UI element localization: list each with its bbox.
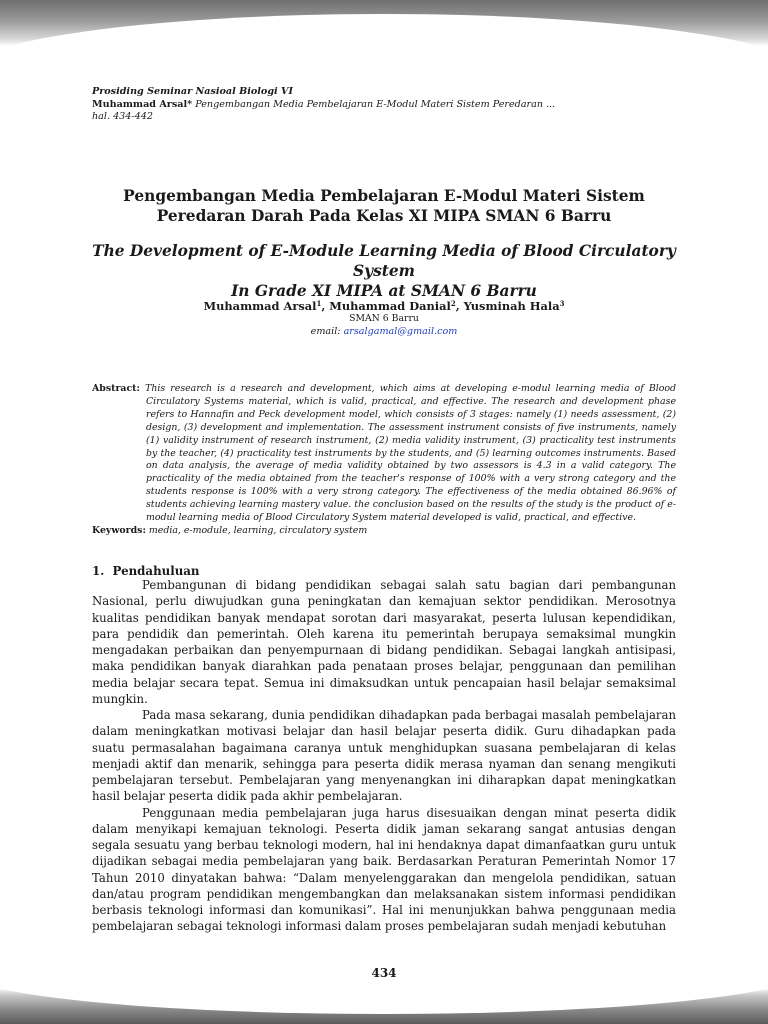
keywords-label: Keywords: [92, 525, 146, 536]
title-english [92, 241, 676, 301]
email-line [92, 325, 676, 338]
page-range: hal. 434-442 [92, 111, 153, 122]
email-label: email: [310, 326, 344, 337]
section-title: Pendahuluan [112, 564, 200, 578]
abstract-text: This research is a research and development, which aims at developing e-modul learning media of Blood Circulatory Systems material, which is valid, practical, and effective. The research and development phase refers to Hannafin and Peck development model, which consists of 3 stages: namely (1) needs assessment, (2) design, (3) development and implementation. The assessment instrument consists of five instruments, namely (1) validity instrument of research instrument, (2) media validity instrument, (3) practicality test instruments by the teacher, (4) practicality test instruments by the students, and (5) learning outcomes instruments. Based on data analysis, the average of media validity obtained by two assessors is 4.3 in a valid category. The practicality of the media obtained from the teacher's response of 100% with a very strong category and the students response is 100% with a very strong category. The effectiveness of the media obtained 86.96% of students achieving learning mastery value. the conclusion based on the results of the study is the product of e-modul learning media of Blood Circulatory System material developed is valid, practical, and effective. [145, 383, 676, 524]
running-header [92, 86, 676, 124]
title-indonesian-line1: Pengembangan Media Pembelajaran E-Modul Materi Sistem [123, 187, 645, 205]
affiliation: SMAN 6 Barru [349, 313, 419, 324]
email-link[interactable]: arsalgamal@gmail.com [343, 326, 458, 337]
abstract [92, 383, 676, 525]
author-3-affil: 3 [559, 299, 565, 308]
running-title: Pengembangan Media Pembelajaran E-Modul Materi Sistem Peredaran ... [192, 98, 556, 110]
header-author: Muhammad Arsal* [92, 98, 193, 110]
author-2-affil: 2 [450, 299, 456, 308]
author-1: Muhammad Arsal [203, 299, 317, 313]
proceedings-name: Prosiding Seminar Nasioal Biologi VI [92, 86, 293, 97]
paragraph: Pada masa sekarang, dunia pendidikan dihadapkan pada berbagai masalah pembelajaran dalam meningkatkan motivasi belajar dan hasil belajar peserta didik. Guru dihadapkan pada suatu permasalahan bagaimana caranya untuk menghidupkan suasana pembelajaran di kelas menjadi aktif dan menarik, sehingga para peserta didik merasa nyaman dan senang mengikuti pembelajaran tersebut. Pembelajaran yang menyenangkan ini diharapkan dapat meningkatkan hasil belajar peserta didik pada akhir pembelajaran. [92, 708, 676, 804]
author-list [92, 297, 676, 313]
page-number: 434 [371, 966, 397, 980]
keywords-text: media, e-module, learning, circulatory system [145, 525, 368, 536]
title-english-line1: The Development of E-Module Learning Media of Blood Circulatory System [92, 242, 676, 280]
title-indonesian-line2: Peredaran Darah Pada Kelas XI MIPA SMAN 6 Barru [156, 207, 612, 225]
body-text [92, 577, 676, 935]
author-3: , Yusminah Hala [455, 299, 560, 313]
abstract-label: Abstract: [92, 383, 140, 394]
paragraph: Penggunaan media pembelajaran juga harus disesuaikan dengan minat peserta didik dalam menyikapi kemajuan teknologi. Peserta didik jaman sekarang sangat antusias dengan segala sesuatu yang berbau teknologi modern, hal ini hendaknya dapat dimanfaatkan guru untuk dijadikan sebagai media pembelajaran yang baik. Berdasarkan Peraturan Pemerintah Nomor 17 Tahun 2010 dinyatakan bahwa: “Dalam menyelenggarakan dan mengelola pendidikan, satuan dan/atau program pendidikan mengembangkan dan melaksanakan sistem informasi pendidikan berbasis teknologi informasi dan komunikasi”. Hal ini menunjukkan bahwa penggunaan media pembelajaran sebagai teknologi informasi dalam proses pembelajaran sudah menjadi kebutuhan [92, 805, 676, 934]
author-2: , Muhammad Danial [321, 299, 451, 313]
section-number: 1. [92, 564, 105, 578]
abstract-body [92, 383, 676, 525]
paragraph: Pembangunan di bidang pendidikan sebagai salah satu bagian dari pembangunan Nasional, perlu diwujudkan guna peningkatan dan kemajuan sektor pendidikan. Merosotnya kualitas pendidikan banyak mendapat sorotan dari masyarakat, peserta lulusan kependidikan, para pendidik dan pemerintah. Oleh karena itu pemerintah berupaya semaksimal mungkin mengadakan perbaikan dan penyempurnaan di bidang pendidikan. Sebagai langkah antisipasi, maka pendidikan banyak diarahkan pada penataan proses belajar, penggunaan dan pemilihan media belajar secara tepat. Semua ini dimaksudkan untuk pencapaian hasil belajar semaksimal mungkin. [92, 578, 676, 706]
author-1-affil: 1 [316, 299, 322, 308]
keywords [92, 524, 676, 537]
title-indonesian [92, 186, 676, 226]
title-english-line2: In Grade XI MIPA at SMAN 6 Barru [231, 282, 537, 300]
